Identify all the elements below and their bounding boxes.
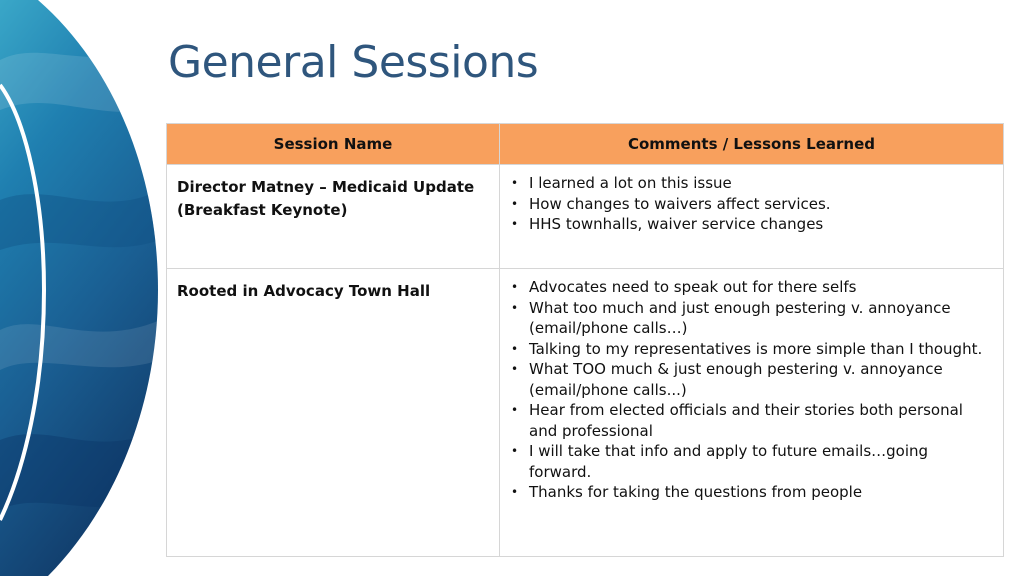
table-row (167, 269, 1004, 557)
page-title: General Sessions (168, 37, 539, 88)
comment-list (506, 277, 993, 503)
session-name-cell: Director Matney – Medicaid Update (Breakfast Keynote) (167, 165, 500, 269)
list-item: • I will take that info and apply to future emails…going forward. (529, 441, 993, 482)
list-item: • I learned a lot on this issue (529, 173, 993, 194)
list-item: • Hear from elected officials and their stories both personal and professional (529, 400, 993, 441)
column-header-comments: Comments / Lessons Learned (500, 124, 1004, 165)
column-header-session-name: Session Name (167, 124, 500, 165)
watercolor-arc-decoration (0, 0, 170, 576)
list-item: • Thanks for taking the questions from people (529, 482, 993, 503)
comments-cell (500, 269, 1004, 557)
comments-cell (500, 165, 1004, 269)
list-item: • HHS townhalls, waiver service changes (529, 214, 993, 235)
sessions-table (166, 123, 1004, 557)
list-item: • Talking to my representatives is more simple than I thought. (529, 339, 993, 360)
list-item: • How changes to waivers affect services. (529, 194, 993, 215)
table-header-row (167, 124, 1004, 165)
list-item: • What TOO much & just enough pestering v. annoyance (email/phone calls...) (529, 359, 993, 400)
session-name-cell: Rooted in Advocacy Town Hall (167, 269, 500, 557)
list-item: • What too much and just enough pestering v. annoyance (email/phone calls…) (529, 298, 993, 339)
table-row (167, 165, 1004, 269)
comment-list (506, 173, 993, 235)
list-item: • Advocates need to speak out for there selfs (529, 277, 993, 298)
